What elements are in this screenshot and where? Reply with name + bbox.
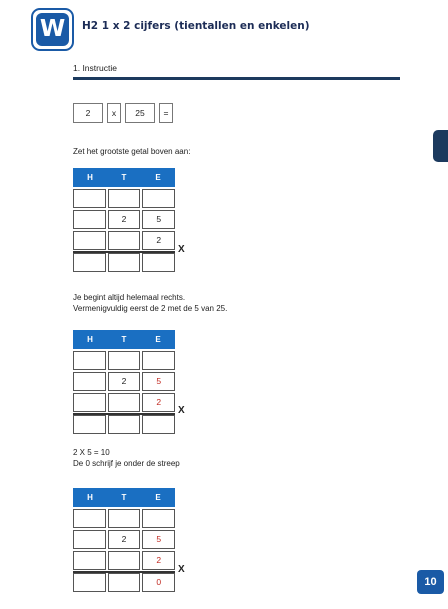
table-row: [73, 210, 175, 229]
chapter-title: H2 1 x 2 cijfers (tientallen en enkelen): [82, 20, 310, 32]
equation-equals: =: [159, 103, 173, 123]
table-cell: [73, 551, 106, 570]
table-cell: [142, 189, 175, 208]
table-row: [73, 530, 175, 549]
table-cell-highlight: 5: [142, 372, 175, 391]
table-cell: 2: [108, 372, 141, 391]
equation-operator: x: [107, 103, 121, 123]
table-cell: [142, 253, 175, 272]
instruction-text-3b: De 0 schrijf je onder de streep: [73, 459, 180, 468]
multiply-sign: X: [178, 244, 185, 255]
table-cell: 2: [108, 530, 141, 549]
table-cell: [108, 415, 141, 434]
table-cell: [108, 253, 141, 272]
multiply-sign: X: [178, 564, 185, 575]
table-cell: [108, 551, 141, 570]
header-t: T: [121, 493, 127, 502]
table-cell: [73, 351, 106, 370]
table-cell: [73, 372, 106, 391]
page-number: 10: [417, 570, 444, 594]
table-cell: [73, 189, 106, 208]
table-row-result: [73, 251, 175, 272]
table-cell: 5: [142, 210, 175, 229]
multiply-sign: X: [178, 405, 185, 416]
table-cell: [108, 509, 141, 528]
table-cell: [73, 231, 106, 250]
section-title: 1. Instructie: [73, 63, 117, 73]
header-h: H: [87, 173, 93, 182]
hte-table-2: [73, 330, 175, 434]
table-cell: [108, 351, 141, 370]
table-header: [73, 168, 175, 187]
header-e: E: [155, 493, 161, 502]
table-cell-highlight: 5: [142, 530, 175, 549]
table-cell: [73, 253, 106, 272]
instruction-text-3a: 2 X 5 = 10: [73, 448, 110, 457]
table-header: [73, 488, 175, 507]
hte-table-1: [73, 168, 175, 272]
header-e: E: [155, 335, 161, 344]
table-cell: [142, 509, 175, 528]
header-h: H: [87, 493, 93, 502]
equation-factor-2: 25: [125, 103, 155, 123]
table-header: [73, 330, 175, 349]
table-cell: [108, 189, 141, 208]
table-cell: [142, 415, 175, 434]
table-cell: [73, 573, 106, 592]
table-cell: [108, 393, 141, 412]
table-cell: [108, 573, 141, 592]
table-row: [73, 551, 175, 570]
table-row: [73, 393, 175, 412]
table-cell: 2: [108, 210, 141, 229]
instruction-text-1: Zet het grootste getal boven aan:: [73, 147, 191, 156]
header-h: H: [87, 335, 93, 344]
table-row: [73, 231, 175, 250]
table-row-result: [73, 571, 175, 592]
table-cell: [73, 415, 106, 434]
hte-table-3: [73, 488, 175, 592]
chapter-tab-marker: [433, 130, 448, 162]
table-row: [73, 372, 175, 391]
instruction-text-2b: Vermenigvuldig eerst de 2 met de 5 van 25.: [73, 304, 228, 313]
table-row: [73, 351, 175, 370]
table-cell: [73, 530, 106, 549]
table-cell-highlight: 2: [142, 551, 175, 570]
table-row: [73, 189, 175, 208]
instruction-text-2a: Je begint altijd helemaal rechts.: [73, 293, 186, 302]
table-cell: [142, 351, 175, 370]
header-t: T: [121, 173, 127, 182]
header-t: T: [121, 335, 127, 344]
logo-letter: W: [36, 13, 69, 46]
table-cell: [73, 210, 106, 229]
table-cell: [108, 231, 141, 250]
section-divider: [73, 77, 400, 80]
header-e: E: [155, 173, 161, 182]
table-cell: [73, 393, 106, 412]
table-row-result: [73, 413, 175, 434]
table-cell: [73, 509, 106, 528]
equation-factor-1: 2: [73, 103, 103, 123]
table-cell: 2: [142, 231, 175, 250]
table-cell-highlight: 2: [142, 393, 175, 412]
table-row: [73, 509, 175, 528]
logo: [31, 8, 74, 51]
table-cell-highlight: 0: [142, 573, 175, 592]
